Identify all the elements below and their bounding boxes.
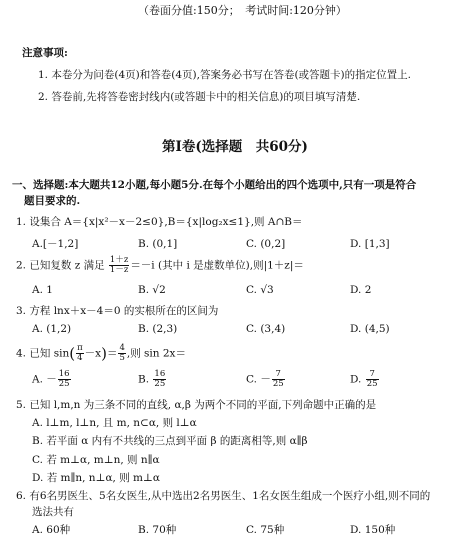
q4-c-den: 25 — [272, 379, 284, 389]
section-title: 第Ⅰ卷(选择题 共60分) — [162, 139, 308, 155]
q4-d-fraction — [366, 370, 379, 389]
q4-c-fraction — [272, 370, 285, 389]
notice-item-2: 2. 答卷前,先将答卷密封线内(或答题卡中的相关信息)的项目填写清楚. — [38, 91, 361, 103]
q4-b-prefix: B. — [138, 373, 153, 386]
q2-frac-num: 1＋z — [109, 255, 129, 265]
q4-pi-den: 4 — [77, 353, 83, 363]
q3-option-a: A. (1,2) — [32, 323, 72, 335]
q4-val-den: 5 — [119, 353, 125, 363]
q2-stem-a: 2. 已知复数 z 满足 — [16, 259, 105, 272]
q4-option-c — [246, 370, 286, 389]
question-4-stem — [16, 344, 186, 363]
notice-title: 注意事项: — [22, 47, 68, 59]
q6-option-c: C. 75种 — [246, 524, 285, 536]
instruction-line-1: 一、选择题:本大题共12小题,每小题5分.在每个小题给出的四个选项中,只有一项是符合 — [12, 179, 417, 191]
q4-c-prefix: C. － — [246, 373, 271, 386]
q1-option-d: D. [1,3] — [350, 238, 390, 250]
q1-option-a: A.[－1,2] — [32, 238, 79, 250]
q2-option-d: D. 2 — [350, 284, 372, 296]
question-1-stem — [16, 215, 303, 229]
q4-d-den: 25 — [366, 379, 378, 389]
q6-option-a: A. 60种 — [32, 524, 71, 536]
q4-value-fraction — [118, 344, 125, 363]
q5-option-c: C. 若 m⊥α, m⊥n, 则 n∥α — [32, 454, 160, 466]
q4-stem-a: 4. 已知 sin — [16, 347, 70, 360]
question-5-stem: 5. 已知 l,m,n 为三条不同的直线, α,β 为两个不同的平面,下列命题中正确的是 — [16, 399, 377, 411]
q5-option-b: B. 若平面 α 内有不共线的三点到平面 β 的距离相等,则 α∥β — [32, 435, 308, 447]
q4-b-den: 25 — [154, 379, 166, 389]
q2-stem-b: ＝－i (其中 i 是虚数单位),则|1＋z|＝ — [130, 259, 304, 272]
q4-a-den: 25 — [58, 379, 70, 389]
q4-option-b — [138, 370, 167, 389]
q4-c-num: 7 — [272, 370, 285, 380]
q1-set-b: {x|log₂x≤1} — [185, 216, 251, 228]
q6-option-d: D. 150种 — [350, 524, 396, 536]
q2-option-c: C. √3 — [246, 284, 274, 296]
q4-stem-b: －x — [84, 347, 102, 360]
q4-a-fraction — [58, 370, 71, 389]
q4-option-d — [350, 370, 380, 389]
q1-option-b: B. (0,1] — [138, 238, 178, 250]
q2-option-b: B. √2 — [138, 284, 166, 296]
instruction-line-2: 题目要求的. — [24, 195, 81, 207]
question-6-stem-1: 6. 有6名男医生、5名女医生,从中选出2名男医生、1名女医生组成一个医疗小组,则不同的 — [16, 490, 431, 502]
q1-stem-c: ,则 A∩B＝ — [250, 216, 303, 228]
question-2-stem — [16, 256, 304, 275]
q5-option-a: A. l⊥m, l⊥n, 且 m, n⊂α, 则 l⊥α — [32, 417, 197, 429]
q4-pi-fraction — [76, 344, 84, 363]
q4-stem-d: ,则 sin 2x＝ — [126, 347, 186, 360]
q1-stem-b: ,B＝ — [164, 216, 186, 228]
q2-option-a: A. 1 — [32, 284, 53, 296]
exam-header: （卷面分值:150分； 考试时间:120分钟） — [138, 4, 347, 17]
q4-a-num: 16 — [58, 369, 70, 379]
q4-a-prefix: A. － — [32, 373, 57, 386]
q5-option-d: D. 若 m∥n, n⊥α, 则 m⊥α — [32, 472, 160, 484]
q4-paren-open: ( — [69, 344, 76, 363]
q4-option-a — [32, 370, 72, 389]
question-6-stem-2: 选法共有 — [32, 506, 74, 518]
q6-option-b: B. 70种 — [138, 524, 177, 536]
q3-option-c: C. (3,4) — [246, 323, 286, 335]
q3-option-b: B. (2,3) — [138, 323, 178, 335]
question-3-stem: 3. 方程 lnx＋x－4＝0 的实根所在的区间为 — [16, 305, 219, 317]
q1-set-a: {x|x²－x－2≤0} — [82, 216, 165, 228]
q4-paren-close: ) — [101, 344, 107, 363]
q4-stem-c: ＝ — [106, 347, 118, 360]
q4-d-num: 7 — [366, 370, 379, 380]
q2-fraction — [109, 256, 129, 275]
q4-d-prefix: D. — [350, 373, 365, 386]
q3-option-d: D. (4,5) — [350, 323, 390, 335]
q4-val-num: 4 — [119, 343, 125, 353]
q1-option-c: C. (0,2] — [246, 238, 286, 250]
q4-b-num: 16 — [154, 369, 166, 379]
q4-pi-num: π — [77, 343, 83, 353]
q2-frac-den: 1－z — [109, 265, 129, 275]
notice-item-1: 1. 本卷分为问卷(4页)和答卷(4页),答案务必书写在答卷(或答题卡)的指定位置上. — [38, 69, 411, 81]
q1-stem-a: 1. 设集合 A＝ — [16, 216, 83, 228]
q4-b-fraction — [153, 370, 166, 389]
